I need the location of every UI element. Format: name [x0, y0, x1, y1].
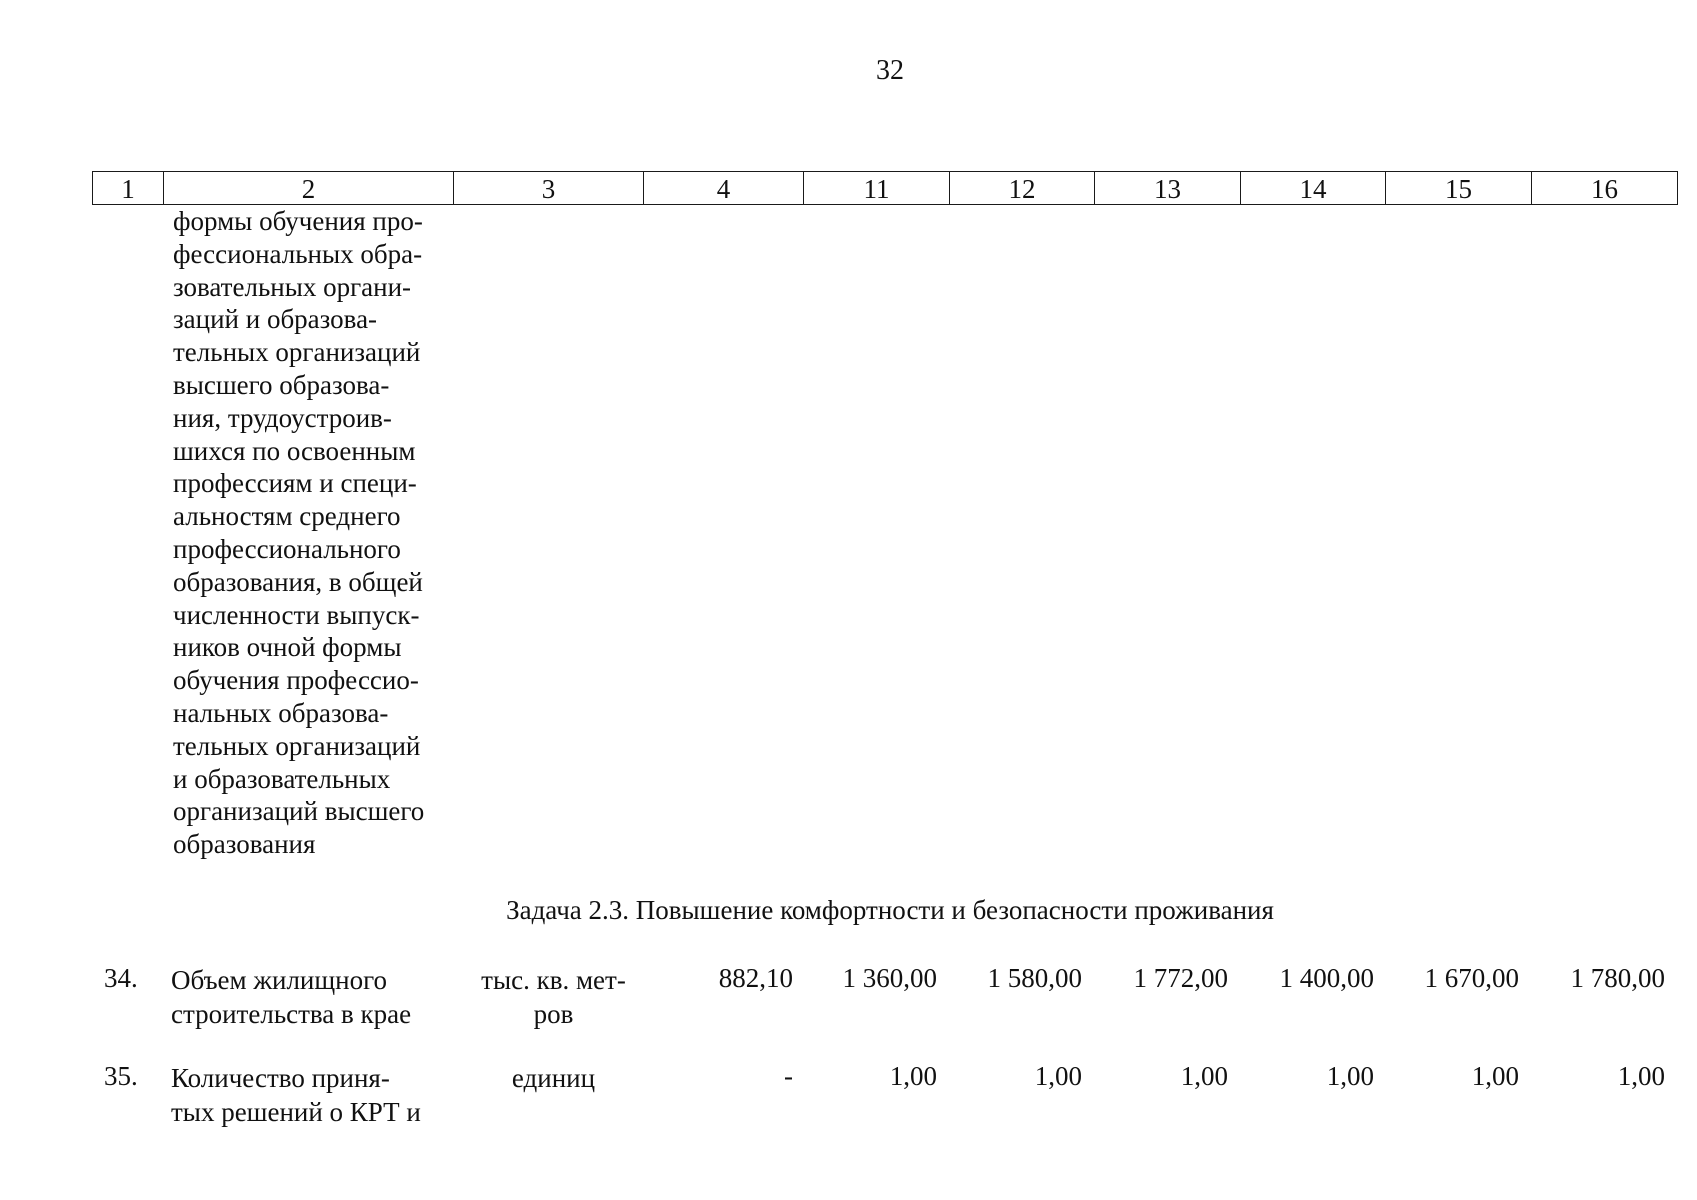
- page-number: 32: [876, 55, 904, 86]
- header-cell: 14: [1241, 171, 1386, 205]
- header-cell: 11: [804, 171, 950, 205]
- row-number: 34.: [104, 963, 138, 993]
- section-title: Задача 2.3. Повышение комфортности и безопасности проживания: [506, 895, 1274, 925]
- value-cell: 1 780,00: [1570, 963, 1665, 993]
- value-cell: 1 360,00: [842, 963, 937, 993]
- header-cell: 12: [950, 171, 1095, 205]
- header-cell: 13: [1095, 171, 1241, 205]
- row-description: Объем жилищного строительства в крае: [171, 965, 412, 1029]
- header-cell: 2: [164, 171, 454, 205]
- value-cell: 1,00: [1180, 1061, 1228, 1091]
- value-cell: 1 670,00: [1424, 963, 1519, 993]
- value-cell: 1,00: [1326, 1061, 1374, 1091]
- header-cell: 1: [92, 171, 164, 205]
- value-cell: 1 400,00: [1279, 963, 1374, 993]
- header-cell: 16: [1532, 171, 1678, 205]
- header-cell: 3: [454, 171, 644, 205]
- continued-description: формы обучения про- фессиональных обра- зовательных органи- заций и образова- тельных организаций высшего образова- ния, трудоустроив- шихся по освоенным профессиям и специ- альностям среднего профессионального образования, в общей численности выпуск- ников очной формы обучения профессио- нальных образова- тельных организаций и образовательных организаций высшего образования: [173, 206, 425, 860]
- header-cell: 4: [644, 171, 804, 205]
- value-cell: 1,00: [889, 1061, 937, 1091]
- value-cell: 1 772,00: [1133, 963, 1228, 993]
- row-description: Количество приня- тых решений о КРТ и: [171, 1063, 421, 1127]
- row-number: 35.: [104, 1061, 138, 1091]
- value-cell: 1,00: [1617, 1061, 1665, 1091]
- value-cell: 1 580,00: [987, 963, 1082, 993]
- value-cell: 1,00: [1471, 1061, 1519, 1091]
- row-unit: тыс. кв. мет- ров: [481, 965, 626, 1029]
- header-cell: 15: [1386, 171, 1532, 205]
- value-cell: -: [784, 1061, 793, 1091]
- value-cell: 882,10: [718, 963, 793, 993]
- value-cell: 1,00: [1034, 1061, 1082, 1091]
- row-unit: единиц: [511, 1063, 596, 1093]
